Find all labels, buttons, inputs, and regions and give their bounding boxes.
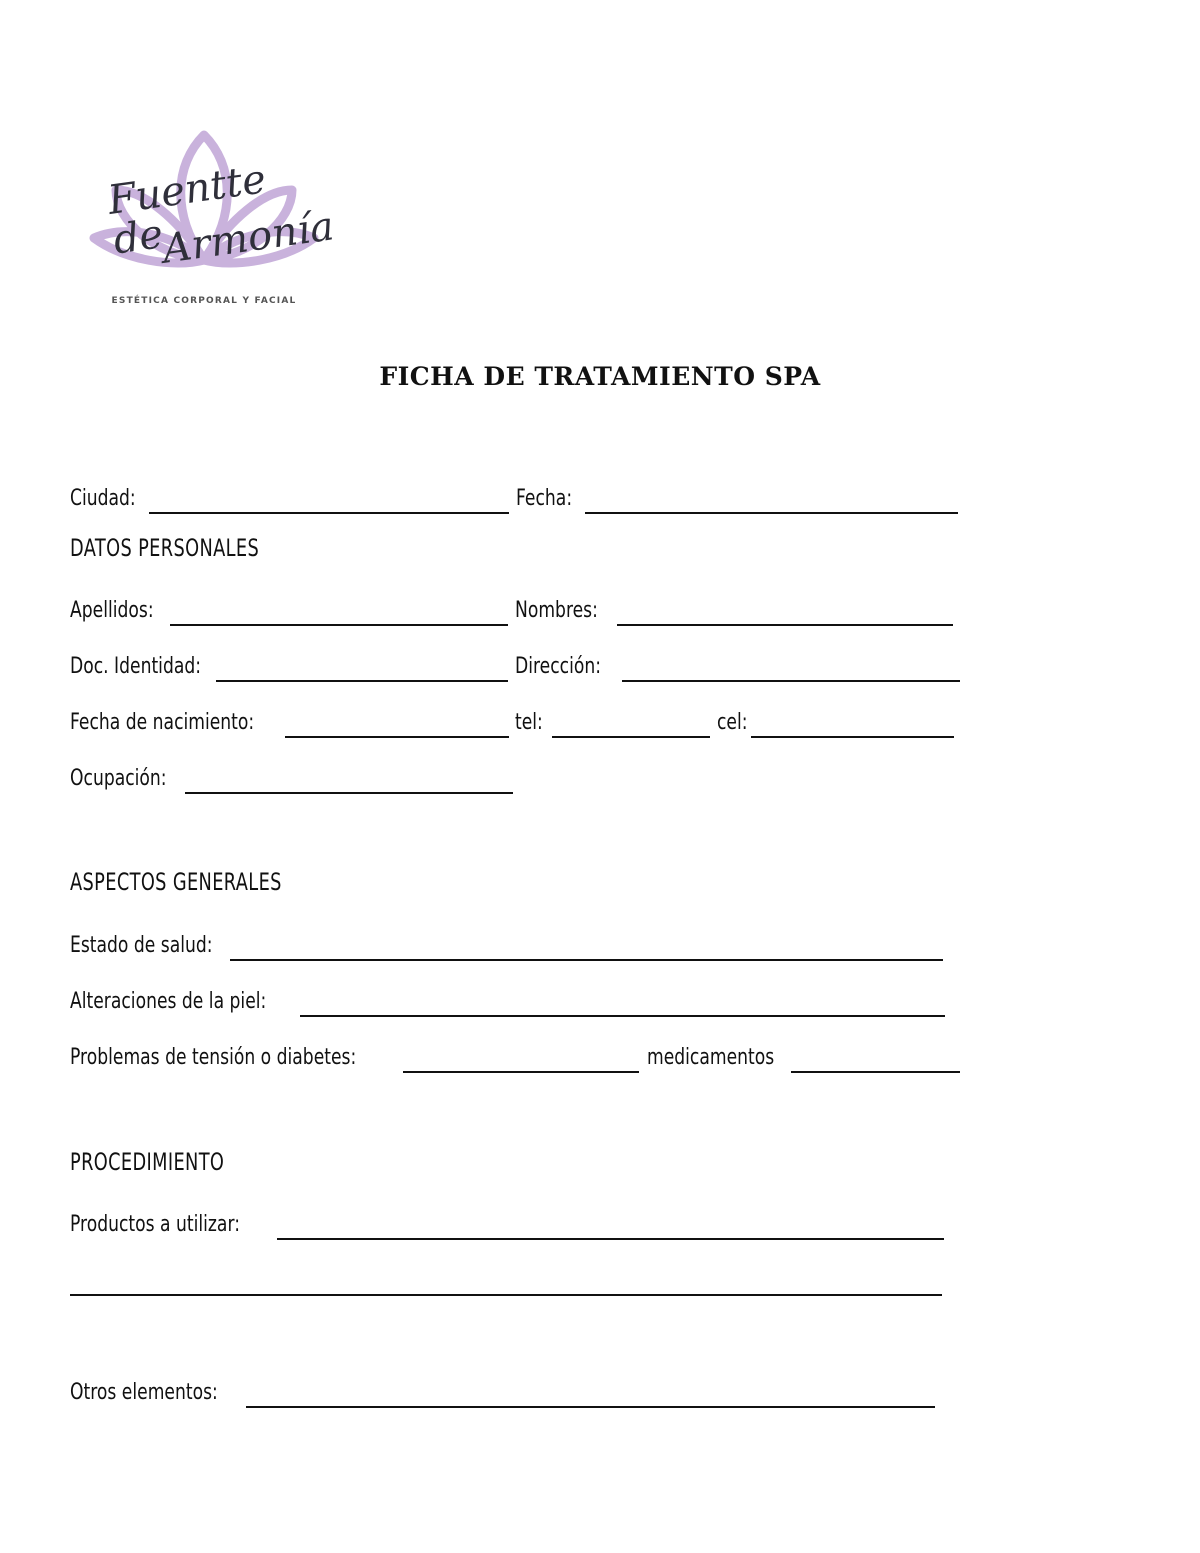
fecha-field[interactable] [585, 512, 958, 514]
tel-field[interactable] [552, 736, 710, 738]
page-title: FICHA DE TRATAMIENTO SPA [379, 362, 821, 391]
ocupacion-field[interactable] [185, 792, 513, 794]
row-estado-salud [70, 925, 970, 959]
row-otros-elementos [70, 1372, 970, 1406]
apellidos-field[interactable] [170, 624, 508, 626]
row-productos [70, 1204, 970, 1238]
section-aspectos-generales: ASPECTOS GENERALES [70, 868, 282, 896]
medicamentos-label: medicamentos [647, 1045, 775, 1070]
row-doc-direccion [70, 646, 970, 680]
productos-label: Productos a utilizar: [70, 1212, 240, 1237]
row-ciudad-fecha [70, 478, 970, 512]
section-datos-personales: DATOS PERSONALES [70, 534, 260, 562]
ciudad-label: Ciudad: [70, 486, 136, 511]
problemas-tension-field[interactable] [403, 1071, 639, 1073]
alteraciones-piel-label: Alteraciones de la piel: [70, 989, 267, 1014]
direccion-field[interactable] [622, 680, 960, 682]
doc-identidad-field[interactable] [216, 680, 508, 682]
productos-field[interactable] [277, 1238, 944, 1240]
logo-wordmark-line2: Armonía [159, 203, 337, 273]
direccion-label: Dirección: [515, 654, 602, 679]
doc-identidad-label: Doc. Identidad: [70, 654, 202, 679]
row-apellidos-nombres [70, 590, 970, 624]
logo-tagline: ESTÉTICA CORPORAL Y FACIAL [111, 296, 297, 306]
tel-label: tel: [515, 710, 543, 735]
logo [84, 120, 337, 320]
row-ocupacion [70, 758, 970, 792]
otros-elementos-field[interactable] [246, 1406, 935, 1408]
cel-field[interactable] [751, 736, 954, 738]
fecha-nacimiento-field[interactable] [285, 736, 509, 738]
fecha-nacimiento-label: Fecha de nacimiento: [70, 710, 255, 735]
otros-elementos-label: Otros elementos: [70, 1380, 218, 1405]
apellidos-label: Apellidos: [70, 598, 154, 623]
row-alteraciones-piel [70, 981, 970, 1015]
row-tension-medicamentos [70, 1037, 970, 1071]
estado-salud-label: Estado de salud: [70, 933, 213, 958]
productos-field-line2[interactable] [70, 1294, 942, 1296]
fecha-label: Fecha: [516, 486, 573, 511]
logo-wordmark-line1: Fuentte de [105, 156, 269, 264]
cel-label: cel: [717, 710, 748, 735]
estado-salud-field[interactable] [230, 959, 943, 961]
alteraciones-piel-field[interactable] [300, 1015, 945, 1017]
ocupacion-label: Ocupación: [70, 766, 167, 791]
problemas-tension-label: Problemas de tensión o diabetes: [70, 1045, 357, 1070]
ciudad-field[interactable] [149, 512, 509, 514]
nombres-label: Nombres: [515, 598, 598, 623]
nombres-field[interactable] [617, 624, 953, 626]
row-productos-continuation [70, 1260, 970, 1294]
medicamentos-field[interactable] [791, 1071, 960, 1073]
section-procedimiento: PROCEDIMIENTO [70, 1148, 225, 1176]
row-nacimiento-tel-cel [70, 702, 970, 736]
